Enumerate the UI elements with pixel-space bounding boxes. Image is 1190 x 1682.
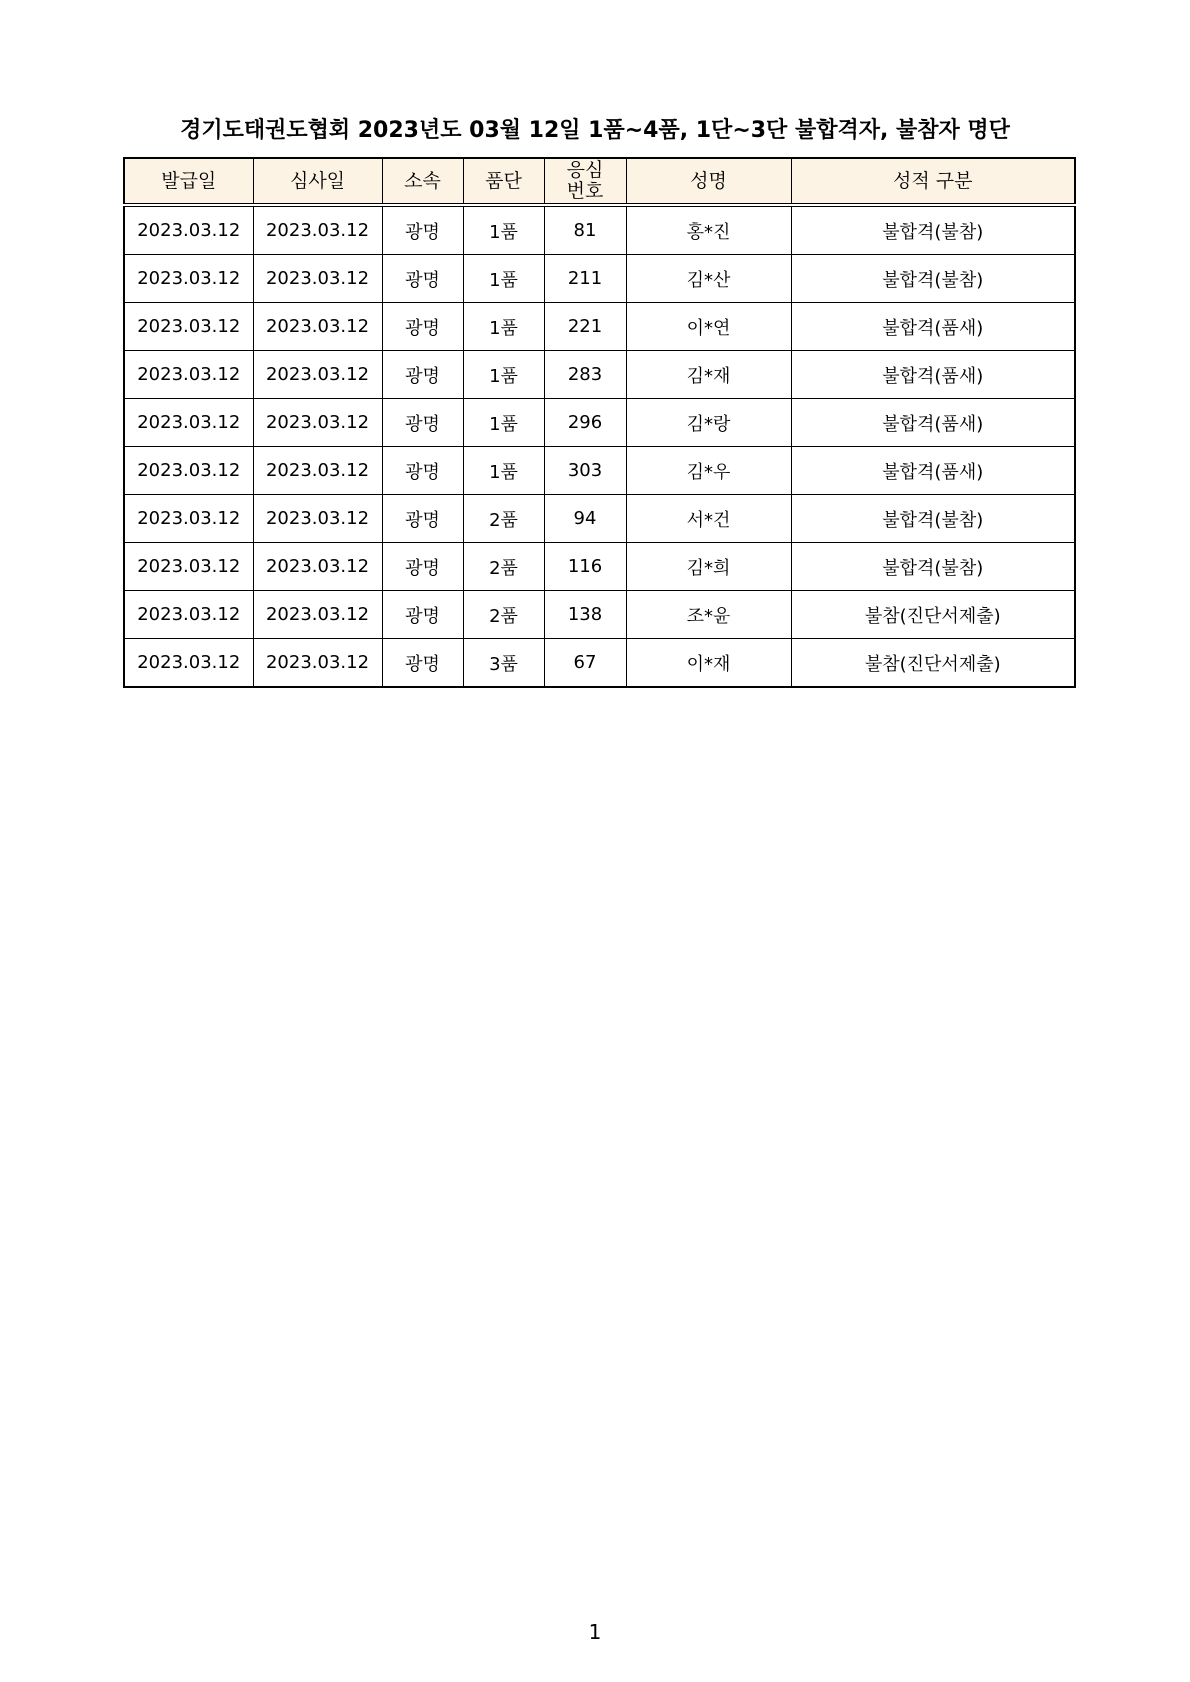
cell-exam-number: 81 bbox=[544, 205, 626, 255]
cell-exam-date: 2023.03.12 bbox=[253, 399, 382, 447]
cell-affiliation: 광명 bbox=[382, 351, 463, 399]
cell-issue-date: 2023.03.12 bbox=[124, 351, 253, 399]
cell-rank: 3품 bbox=[463, 639, 544, 688]
cell-issue-date: 2023.03.12 bbox=[124, 639, 253, 688]
cell-affiliation: 광명 bbox=[382, 447, 463, 495]
cell-result: 불합격(품새) bbox=[791, 447, 1075, 495]
cell-exam-number: 283 bbox=[544, 351, 626, 399]
cell-exam-number: 211 bbox=[544, 255, 626, 303]
table-row bbox=[124, 447, 1075, 495]
cell-exam-date: 2023.03.12 bbox=[253, 303, 382, 351]
document-title: 경기도태권도협회 2023년도 03월 12일 1품~4품, 1단~3단 불합격자, 불참자 명단 bbox=[180, 118, 1010, 143]
column-header-rank: 품단 bbox=[463, 158, 544, 205]
cell-rank: 1품 bbox=[463, 351, 544, 399]
table-row bbox=[124, 205, 1075, 255]
cell-name: 김*우 bbox=[626, 447, 791, 495]
cell-rank: 2품 bbox=[463, 591, 544, 639]
cell-result: 불참(진단서제출) bbox=[791, 639, 1075, 688]
cell-affiliation: 광명 bbox=[382, 639, 463, 688]
cell-result: 불합격(불참) bbox=[791, 205, 1075, 255]
cell-exam-number: 67 bbox=[544, 639, 626, 688]
cell-issue-date: 2023.03.12 bbox=[124, 447, 253, 495]
column-header-exam-number: 응심 번호 bbox=[544, 158, 626, 205]
cell-exam-date: 2023.03.12 bbox=[253, 495, 382, 543]
table-row bbox=[124, 495, 1075, 543]
cell-exam-date: 2023.03.12 bbox=[253, 591, 382, 639]
cell-affiliation: 광명 bbox=[382, 591, 463, 639]
cell-name: 이*연 bbox=[626, 303, 791, 351]
cell-exam-number: 221 bbox=[544, 303, 626, 351]
column-header-name: 성명 bbox=[626, 158, 791, 205]
cell-issue-date: 2023.03.12 bbox=[124, 399, 253, 447]
cell-affiliation: 광명 bbox=[382, 543, 463, 591]
cell-rank: 1품 bbox=[463, 303, 544, 351]
roster-table bbox=[123, 157, 1076, 688]
column-header-affiliation: 소속 bbox=[382, 158, 463, 205]
cell-exam-number: 138 bbox=[544, 591, 626, 639]
cell-result: 불합격(불참) bbox=[791, 543, 1075, 591]
cell-rank: 1품 bbox=[463, 205, 544, 255]
table-row bbox=[124, 591, 1075, 639]
cell-name: 김*희 bbox=[626, 543, 791, 591]
cell-name: 서*건 bbox=[626, 495, 791, 543]
cell-exam-date: 2023.03.12 bbox=[253, 351, 382, 399]
cell-rank: 1품 bbox=[463, 399, 544, 447]
cell-issue-date: 2023.03.12 bbox=[124, 543, 253, 591]
cell-result: 불참(진단서제출) bbox=[791, 591, 1075, 639]
cell-exam-number: 296 bbox=[544, 399, 626, 447]
table-row bbox=[124, 255, 1075, 303]
column-header-exam-date: 심사일 bbox=[253, 158, 382, 205]
column-header-result: 성적 구분 bbox=[791, 158, 1075, 205]
page-number: 1 bbox=[588, 1620, 602, 1644]
cell-result: 불합격(불참) bbox=[791, 255, 1075, 303]
cell-result: 불합격(불참) bbox=[791, 495, 1075, 543]
cell-result: 불합격(품새) bbox=[791, 303, 1075, 351]
cell-issue-date: 2023.03.12 bbox=[124, 303, 253, 351]
cell-exam-number: 303 bbox=[544, 447, 626, 495]
cell-name: 김*산 bbox=[626, 255, 791, 303]
cell-issue-date: 2023.03.12 bbox=[124, 591, 253, 639]
cell-name: 이*재 bbox=[626, 639, 791, 688]
cell-issue-date: 2023.03.12 bbox=[124, 495, 253, 543]
cell-affiliation: 광명 bbox=[382, 205, 463, 255]
header-row bbox=[124, 158, 1075, 205]
cell-name: 김*랑 bbox=[626, 399, 791, 447]
cell-exam-date: 2023.03.12 bbox=[253, 205, 382, 255]
table-row bbox=[124, 351, 1075, 399]
cell-affiliation: 광명 bbox=[382, 399, 463, 447]
cell-result: 불합격(품새) bbox=[791, 399, 1075, 447]
cell-exam-number: 116 bbox=[544, 543, 626, 591]
cell-issue-date: 2023.03.12 bbox=[124, 255, 253, 303]
cell-name: 조*윤 bbox=[626, 591, 791, 639]
cell-affiliation: 광명 bbox=[382, 255, 463, 303]
cell-exam-date: 2023.03.12 bbox=[253, 543, 382, 591]
cell-rank: 1품 bbox=[463, 255, 544, 303]
cell-exam-number: 94 bbox=[544, 495, 626, 543]
table-row bbox=[124, 543, 1075, 591]
column-header-issue-date: 발급일 bbox=[124, 158, 253, 205]
cell-rank: 2품 bbox=[463, 495, 544, 543]
table-body bbox=[124, 205, 1075, 687]
cell-name: 홍*진 bbox=[626, 205, 791, 255]
cell-affiliation: 광명 bbox=[382, 303, 463, 351]
cell-exam-date: 2023.03.12 bbox=[253, 447, 382, 495]
table-row bbox=[124, 639, 1075, 688]
cell-name: 김*재 bbox=[626, 351, 791, 399]
cell-rank: 2품 bbox=[463, 543, 544, 591]
cell-result: 불합격(품새) bbox=[791, 351, 1075, 399]
cell-exam-date: 2023.03.12 bbox=[253, 639, 382, 688]
table-row bbox=[124, 399, 1075, 447]
table-row bbox=[124, 303, 1075, 351]
cell-affiliation: 광명 bbox=[382, 495, 463, 543]
cell-exam-date: 2023.03.12 bbox=[253, 255, 382, 303]
cell-rank: 1품 bbox=[463, 447, 544, 495]
cell-issue-date: 2023.03.12 bbox=[124, 205, 253, 255]
